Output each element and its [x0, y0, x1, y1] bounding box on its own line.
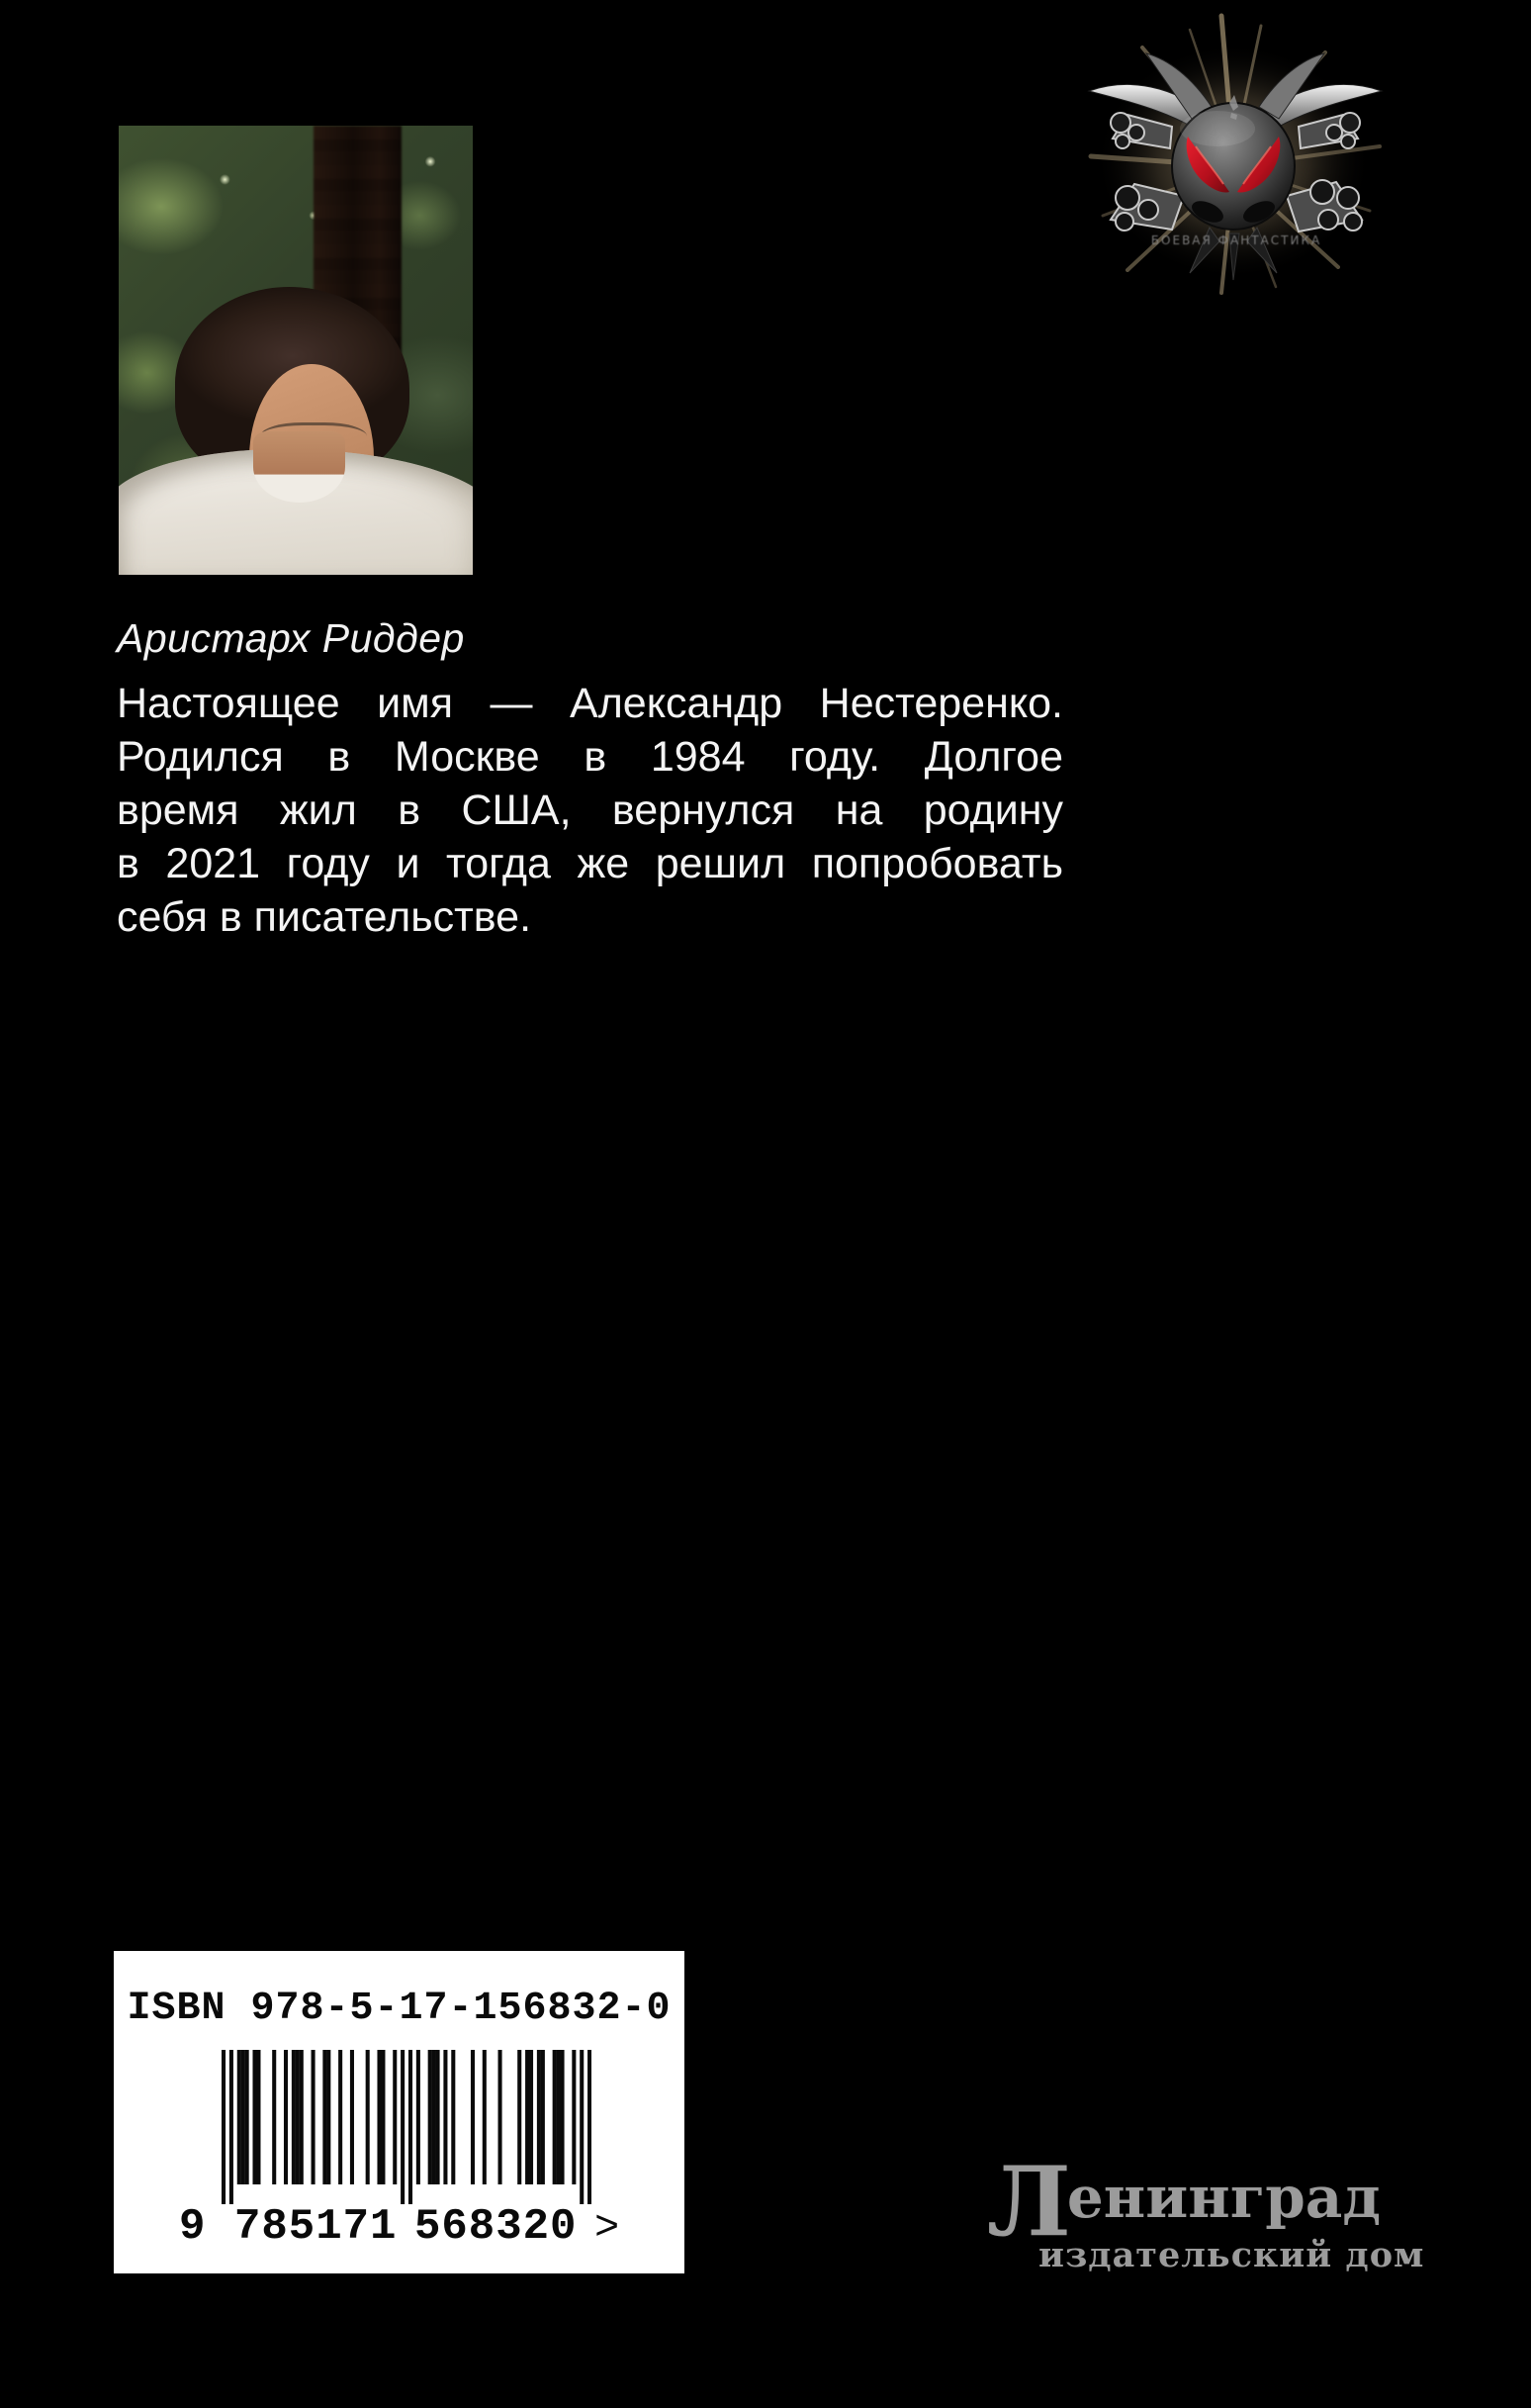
shirt-collar — [253, 431, 345, 504]
isbn-panel — [114, 1951, 684, 2273]
author-name: Аристарх Риддер — [117, 615, 465, 661]
bio-line: Настоящее имя — Александр Нестеренко. — [117, 680, 1063, 727]
publisher-name-rest: енинград — [1066, 2164, 1382, 2231]
author-photo — [119, 126, 473, 575]
series-caption: БОЕВАЯ ФАНТАСТИКА — [1150, 233, 1322, 247]
barcode-digit-first: 9 — [179, 2202, 206, 2252]
barcode-end-symbol: > — [594, 2204, 620, 2252]
author-bio — [117, 677, 1063, 944]
bio-line: себя в писательстве. — [117, 893, 532, 941]
bio-line: Родился в Москве в 1984 году. Долгое — [117, 733, 1063, 781]
isbn-label: ISBN 978-5-17-156832-0 — [127, 1987, 672, 2031]
ean13-barcode — [222, 2050, 591, 2204]
publisher-subtitle: издательский дом — [1038, 2235, 1425, 2275]
bio-line: в 2021 году и тогда же решил попробовать — [117, 840, 1063, 887]
bio-line: время жил в США, вернулся на родину — [117, 787, 1063, 834]
barcode-digits-right: 568320 — [414, 2202, 578, 2252]
series-emblem-icon — [1073, 8, 1399, 300]
publisher-initial: Л — [987, 2146, 1067, 2258]
publisher-logo — [987, 2146, 1425, 2275]
barcode-digits-left: 785171 — [234, 2202, 398, 2252]
